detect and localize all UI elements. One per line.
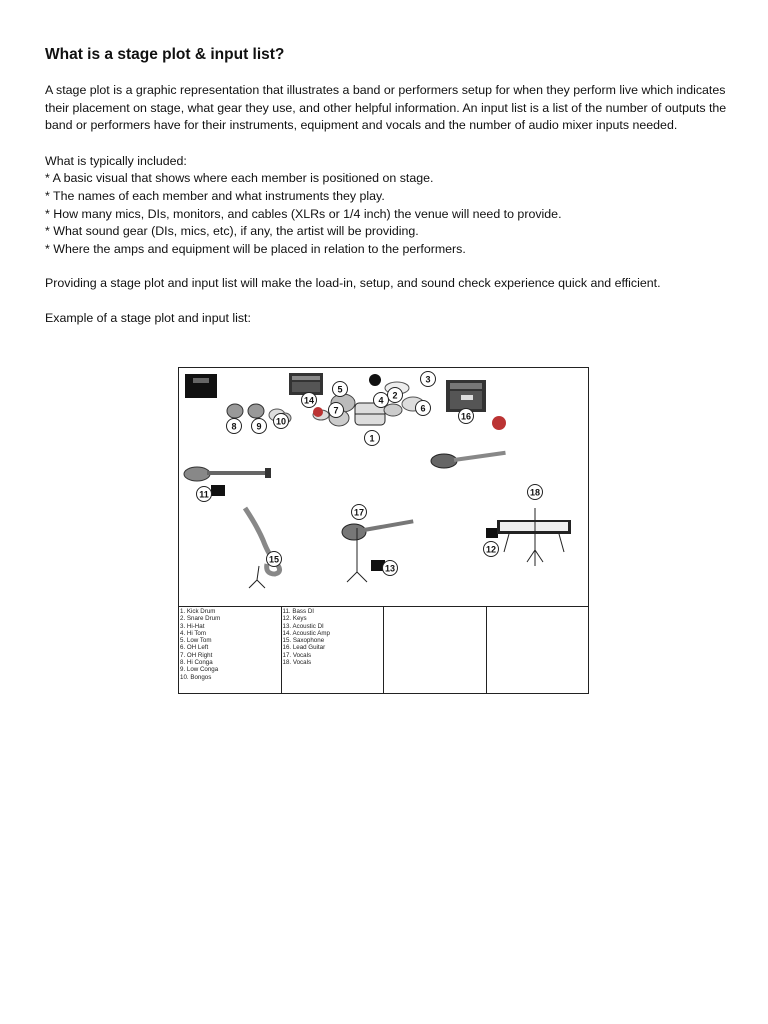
input-list-item: 10. Bongos <box>180 673 212 681</box>
input-badge <box>333 382 348 397</box>
input-list-item: 7. OH Right <box>180 651 213 659</box>
input-list-item: 5. Low Tom <box>180 637 212 645</box>
acoustic-guitar-icon <box>342 519 414 540</box>
bass-guitar-icon <box>184 467 271 481</box>
input-list-column <box>384 607 487 694</box>
input-badge <box>459 409 474 424</box>
input-list-item: 14. Acoustic Amp <box>282 629 330 637</box>
input-badge <box>484 542 499 557</box>
list-item: * How many mics, DIs, monitors, and cables (XLRs or 1/4 inch) the venue will need to provide. <box>45 206 735 224</box>
input-badge <box>352 505 367 520</box>
input-list <box>180 608 281 681</box>
input-badge <box>197 487 212 502</box>
badge-label: 1 <box>369 433 375 444</box>
input-list-item: 4. Hi Tom <box>180 629 207 637</box>
input-list-item: 11. Bass DI <box>282 608 315 615</box>
input-list-item: 17. Vocals <box>282 651 312 659</box>
input-badge <box>227 419 242 434</box>
input-list-item: 3. Hi-Hat <box>180 622 205 630</box>
list-item: * The names of each member and what instruments they play. <box>45 188 735 206</box>
guitar-amp-icon <box>446 380 486 412</box>
input-badge <box>528 485 543 500</box>
list-item: * Where the amps and equipment will be placed in relation to the performers. <box>45 241 735 259</box>
input-badge <box>365 431 380 446</box>
input-badge <box>421 372 436 387</box>
input-list-item: 6. OH Left <box>180 644 209 652</box>
badge-label: 11 <box>199 489 209 500</box>
badge-label: 10 <box>275 416 287 427</box>
input-list-item: 15. Saxophone <box>282 637 325 645</box>
monitor-icon <box>492 416 506 430</box>
input-badge <box>374 393 389 408</box>
input-list-item: 1. Kick Drum <box>180 608 216 615</box>
input-list-item: 8. Hi Conga <box>180 659 213 667</box>
included-heading: What is typically included: <box>45 153 187 168</box>
stage-plot-figure <box>178 367 589 694</box>
badge-label: 9 <box>256 421 262 432</box>
badge-label: 16 <box>460 411 472 422</box>
example-label: Example of a stage plot and input list: <box>45 310 251 325</box>
input-badge <box>388 388 403 403</box>
input-badge <box>329 403 344 418</box>
bass-amp-icon <box>185 374 217 398</box>
stage-plot-drawing <box>179 368 588 606</box>
intro-paragraph: A stage plot is a graphic representation that illustrates a band or performers setup for when they perform live which indicates their placement on stage, what gear they use, and other helpful information. An input list is a list of the number of outputs the band or performers have for their instruments, equipment and vocals and the number of audio mixer inputs needed. <box>45 83 727 133</box>
input-list-item: 2. Snare Drum <box>180 615 221 623</box>
saxophone-icon <box>245 508 280 588</box>
keyboard-icon <box>497 508 571 566</box>
input-list-item: 18. Vocals <box>282 659 312 667</box>
input-list-column <box>487 607 589 694</box>
input-badge <box>252 419 267 434</box>
badge-label: 6 <box>420 403 426 414</box>
input-list-item: 16. Lead Guitar <box>282 644 326 652</box>
lead-guitar-icon <box>431 451 506 468</box>
keys-di-icon <box>486 528 498 538</box>
input-badge <box>274 414 289 429</box>
closing-paragraph: Providing a stage plot and input list will make the load-in, setup, and sound check experience quick and efficient. <box>45 276 661 291</box>
list-item: * What sound gear (DIs, mics, etc), if any, the artist will be providing. <box>45 223 735 241</box>
input-badge <box>416 401 431 416</box>
input-badge <box>383 561 398 576</box>
input-list-item: 12. Keys <box>282 615 307 623</box>
input-list-table <box>179 606 588 694</box>
page-title: What is a stage plot & input list? <box>45 46 285 63</box>
input-badge <box>302 393 317 408</box>
badge-label: 5 <box>337 384 343 395</box>
list-item: * A basic visual that shows where each member is positioned on stage. <box>45 170 735 188</box>
badge-label: 17 <box>353 507 365 518</box>
badge-label: 4 <box>378 395 384 406</box>
badge-label: 14 <box>303 395 315 406</box>
badge-label: 7 <box>333 405 339 416</box>
input-list-column <box>179 607 282 694</box>
badge-label: 15 <box>268 554 280 565</box>
badge-label: 13 <box>384 563 396 574</box>
acoustic-amp-icon <box>289 373 323 395</box>
badge-label: 12 <box>485 544 497 555</box>
drum-kit-icon <box>313 374 424 426</box>
document <box>45 46 735 328</box>
included-list <box>45 170 735 258</box>
input-list-item: 13. Acoustic DI <box>282 622 324 630</box>
bass-di-icon <box>211 485 225 496</box>
badge-label: 2 <box>392 390 398 401</box>
badge-label: 18 <box>529 487 541 498</box>
input-list-item: 9. Low Conga <box>180 666 219 674</box>
input-list-column <box>282 607 385 694</box>
input-badge <box>267 552 282 567</box>
badge-label: 8 <box>231 421 237 432</box>
input-list <box>283 608 384 666</box>
badge-label: 3 <box>425 374 431 385</box>
